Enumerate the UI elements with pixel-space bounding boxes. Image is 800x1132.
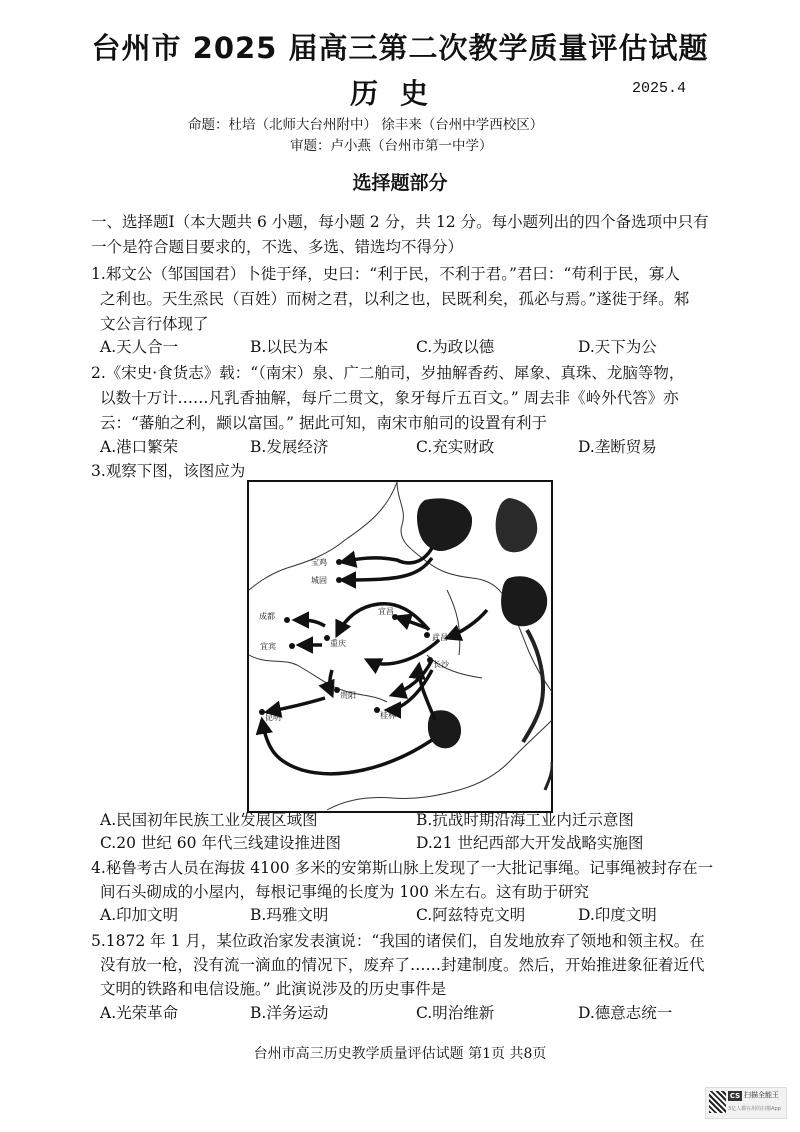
question-5-line: 5.1872 年 1 月，某位政治家发表演说：“我国的诸侯们，自发地放弃了领地和领主权。在 xyxy=(91,932,705,950)
question-4-line: 间石头砌成的小屋内，每根记事绳的长度为 100 米左右。这有助于研究 xyxy=(100,883,589,901)
city-label: 宜昌 xyxy=(378,607,394,616)
question-5-line: 没有放一枪，没有流一滴血的情况下，废弃了……封建制度。然后，开始推进象征着近代 xyxy=(100,956,705,974)
question-1-option-d[interactable]: D.天下为公 xyxy=(578,338,657,356)
question-1-line: 文公言行体现了 xyxy=(100,315,209,333)
page-footer: 台州市高三历史教学质量评估试题 第1页 共8页 xyxy=(253,1046,547,1062)
question-3-line: 3.观察下图，该图应为 xyxy=(91,462,246,480)
city-label: 重庆 xyxy=(330,639,346,648)
question-3-option-c[interactable]: C.20 世纪 60 年代三线建设推进图 xyxy=(100,834,341,852)
city-label: 宜宾 xyxy=(260,642,276,651)
city-label: 桂林 xyxy=(380,711,396,720)
question-1-line: 1.邾文公（邹国国君）卜徙于绎，史曰：“利于民，不利于君。”君曰：“苟利于民，寡人 xyxy=(91,265,680,283)
instruction-line: 一个是符合题目要求的，不选、多选、错选均不得分） xyxy=(91,238,464,256)
question-3-option-b[interactable]: B.抗战时期沿海工业内迁示意图 xyxy=(416,811,634,829)
city-label: 城固 xyxy=(311,576,327,585)
question-2-line: 以数十万计……凡乳香抽解，每斤二贯文，象牙每斤五百文。” 周去非《岭外代答》亦 xyxy=(100,389,679,407)
city-label: 长沙 xyxy=(433,660,449,669)
qr-code-icon xyxy=(709,1091,726,1113)
question-4-option-c[interactable]: C.阿兹特克文明 xyxy=(416,906,526,924)
city-dot xyxy=(336,559,342,565)
question-1-option-a[interactable]: A.天人合一 xyxy=(100,338,179,356)
question-2-line: 2.《宋史·食货志》载：“（南宋）泉、广二舶司，岁抽解香药、犀象、真珠、龙脑等物， xyxy=(91,364,685,382)
question-1-line: 之利也。天生烝民（百姓）而树之君，以利之也，民既利矣，孤必与焉。”遂徙于绎。邾 xyxy=(100,290,690,308)
question-3-option-d[interactable]: D.21 世纪西部大开发战略实施图 xyxy=(416,834,644,852)
reviewer-line: 审题：卢小燕（台州市第一中学） xyxy=(290,138,493,154)
city-dot xyxy=(284,617,290,623)
subject-title: 历史 xyxy=(349,77,450,110)
city-dot xyxy=(336,577,342,583)
question-4-line: 4.秘鲁考古人员在海拔 4100 多米的安第斯山脉上发现了一大批记事绳。记事绳被封存在一 xyxy=(91,859,714,877)
instruction-line: 一、选择题Ⅰ（本大题共 6 小题，每小题 2 分，共 12 分。每小题列出的四个备选项中只有 xyxy=(91,213,709,231)
scanner-name: 扫描全能王 xyxy=(744,1091,779,1099)
question-3-map xyxy=(247,480,553,813)
section-title: 选择题部分 xyxy=(352,172,448,194)
question-2-option-d[interactable]: D.垄断贸易 xyxy=(578,438,657,456)
question-5-option-b[interactable]: B.洋务运动 xyxy=(250,1004,329,1022)
scanner-badge xyxy=(705,1087,787,1119)
city-dot xyxy=(289,643,295,649)
city-label: 贵阳 xyxy=(340,691,356,700)
question-5-option-d[interactable]: D.德意志统一 xyxy=(578,1004,673,1022)
city-dot xyxy=(424,632,430,638)
authors-line: 命题：杜培（北师大台州附中） 徐丰来（台州中学西校区） xyxy=(188,117,544,133)
question-5-option-a[interactable]: A.光荣革命 xyxy=(100,1004,179,1022)
question-4-option-b[interactable]: B.玛雅文明 xyxy=(250,906,329,924)
city-label: 武昌 xyxy=(432,633,448,642)
question-2-option-a[interactable]: A.港口繁荣 xyxy=(100,438,179,456)
question-4-option-d[interactable]: D.印度文明 xyxy=(578,906,657,924)
question-5-line: 文明的铁路和电信设施。” 此演说涉及的历史事件是 xyxy=(100,980,447,998)
exam-date: 2025.4 xyxy=(632,80,687,97)
city-label: 昆明 xyxy=(265,713,281,722)
scanner-logo: CS xyxy=(729,1092,741,1100)
question-2-option-b[interactable]: B.发展经济 xyxy=(250,438,329,456)
city-label: 宝鸡 xyxy=(311,558,327,567)
question-1-option-b[interactable]: B.以民为本 xyxy=(250,338,329,356)
question-2-option-c[interactable]: C.充实财政 xyxy=(416,438,495,456)
question-4-option-a[interactable]: A.印加文明 xyxy=(100,906,179,924)
exam-title: 台州市 2025 届高三第二次教学质量评估试题 xyxy=(91,31,709,65)
question-1-option-c[interactable]: C.为政以德 xyxy=(416,338,495,356)
city-label: 成都 xyxy=(259,612,275,621)
scanner-slogan: 3亿人都在用的扫描App xyxy=(728,1106,781,1112)
question-3-option-a[interactable]: A.民国初年民族工业发展区域图 xyxy=(100,811,318,829)
question-2-line: 云：“蕃舶之利，颛以富国。” 据此可知，南宋市舶司的设置有利于 xyxy=(100,414,548,432)
question-5-option-c[interactable]: C.明治维新 xyxy=(416,1004,495,1022)
